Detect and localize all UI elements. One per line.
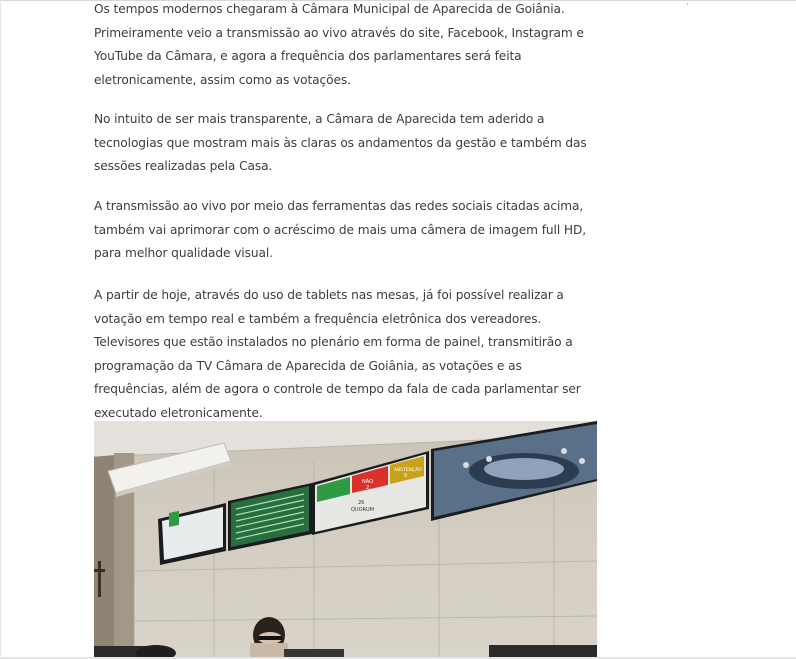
- vote-abstention-label: ABSTENÇÃO: [394, 468, 422, 473]
- article-paragraph-2: No intuito de ser mais transparente, a Câmara de Aparecida tem aderido a tecnologias que mostram mais às claras os andamentos da gestão e também das sessões realizadas pela Casa.: [94, 112, 587, 173]
- quorum-count: 26: [358, 500, 365, 506]
- article-photo-plenary: [94, 421, 597, 659]
- article-paragraph-1: Os tempos modernos chegaram à Câmara Municipal de Aparecida de Goiânia. Primeiramente veio a transmissão ao vivo através do site, Facebook, Instagram e YouTube da Câmara, e agora a frequência dos parlamentares será feita eletronicamente, assim como as votações.: [94, 2, 584, 87]
- article-paragraph-4: A partir de hoje, através do uso de tablets nas mesas, já foi possível realizar a votação em tempo real e também a frequência eletrônica dos vereadores. Televisores que estão instalados no plenário em forma de painel, transmitirão a programação da TV Câmara de Aparecida de Goiânia, as votações e as frequências, além de agora o controle de tempo da fala de cada parlamentar ser executado eletronicamente.: [94, 288, 581, 420]
- quorum-label: QUORUM: [351, 507, 374, 513]
- left-border: [0, 0, 1, 659]
- vote-no-count: 2: [366, 485, 370, 491]
- vote-no-label: NÃO: [362, 479, 374, 485]
- cut-off-glyph: ,: [686, 0, 690, 7]
- plenary-photo-illustration: [94, 421, 597, 659]
- article-paragraph-3: A transmissão ao vivo por meio das ferramentas das redes sociais citadas acima, também vai aprimorar com o acréscimo de mais uma câmera de imagem full HD, para melhor qualidade visual.: [94, 199, 587, 260]
- vote-abstention-count: 0: [404, 473, 408, 479]
